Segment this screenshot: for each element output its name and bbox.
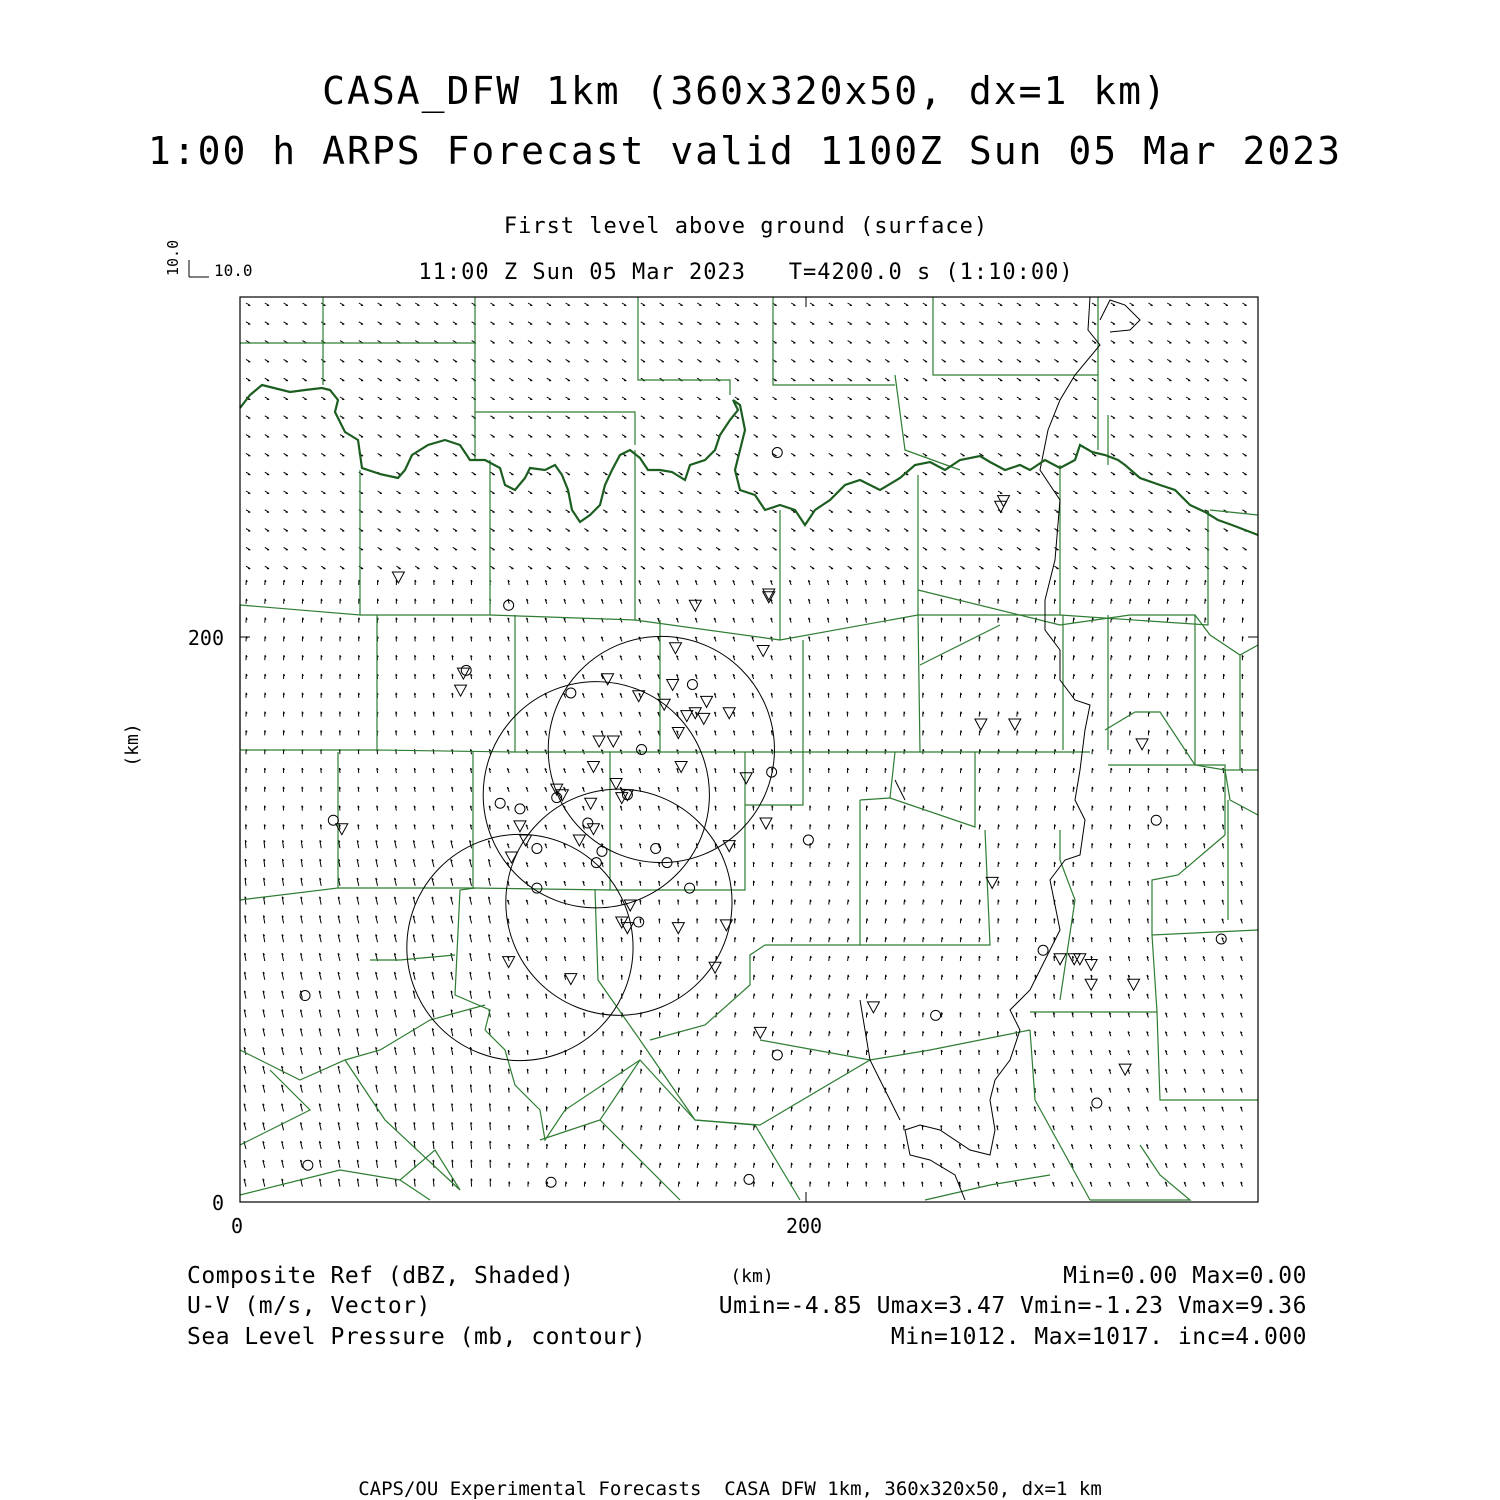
station-triangle-marker (698, 713, 710, 724)
red-river-boundary (240, 385, 1258, 535)
station-circle-marker (637, 745, 647, 755)
legend-wind-stats: Umin=-4.85 Umax=3.47 Vmin=-1.23 Vmax=9.36 (718, 1293, 1307, 1319)
station-circle-marker (303, 1160, 313, 1170)
station-triangle-marker (457, 668, 469, 679)
station-circle-marker (651, 843, 661, 853)
station-triangle-marker (754, 1027, 766, 1038)
station-triangle-marker (867, 1002, 879, 1013)
station-circle-marker (931, 1010, 941, 1020)
station-circle-marker (566, 688, 576, 698)
wind-vectors (244, 303, 1247, 1187)
station-circle-marker (532, 843, 542, 853)
station-circle-marker (597, 846, 607, 856)
station-triangle-marker (505, 852, 517, 863)
station-triangle-marker (740, 773, 752, 784)
wind-vector-field (244, 303, 1247, 1187)
legend-reflectivity-stats: Min=0.00 Max=0.00 (1063, 1263, 1307, 1289)
station-triangle-marker (669, 643, 681, 654)
x-tick-200: 200 (785, 1214, 823, 1238)
station-triangle-marker (723, 841, 735, 852)
station-triangle-marker (675, 761, 687, 772)
station-triangle-marker (681, 711, 693, 722)
legend-pressure-stats: Min=1012. Max=1017. inc=4.000 (890, 1324, 1307, 1350)
station-circle-marker (772, 1050, 782, 1060)
valid-time-label: 11:00 Z Sun 05 Mar 2023 T=4200.0 s (1:10:00) (418, 260, 1074, 285)
level-label: First level above ground (surface) (503, 214, 989, 239)
station-triangle-marker (763, 592, 775, 603)
station-circle-marker (772, 448, 782, 458)
x-tick-0: 0 (230, 1214, 244, 1238)
station-markers (300, 448, 1226, 1188)
station-triangle-marker (587, 824, 599, 835)
station-circle-marker (1216, 934, 1226, 944)
plot-frame (240, 297, 1258, 1202)
station-triangle-marker (995, 501, 1007, 512)
station-circle-marker (591, 858, 601, 868)
station-triangle-marker (392, 572, 404, 583)
footer-credit: CAPS/OU Experimental Forecasts CASA DFW 1km, 360x320x50, dx=1 km (358, 1478, 1102, 1500)
station-triangle-marker (975, 719, 987, 730)
legend-pressure-label: Sea Level Pressure (mb, contour) (187, 1324, 647, 1350)
radar-range-ring (407, 834, 633, 1060)
vector-key-vertical-label: 10.0 (164, 239, 182, 276)
legend-wind-label: U-V (m/s, Vector) (187, 1293, 431, 1319)
station-triangle-marker (689, 600, 701, 611)
station-circle-marker (634, 917, 644, 927)
station-triangle-marker (514, 821, 526, 832)
station-triangle-marker (1009, 719, 1021, 730)
station-triangle-marker (672, 923, 684, 934)
station-triangle-marker (593, 736, 605, 747)
station-triangle-marker (633, 691, 645, 702)
station-triangle-marker (455, 685, 467, 696)
station-circle-marker (515, 804, 525, 814)
x-axis-unit: (km) (730, 1266, 774, 1287)
station-triangle-marker (760, 818, 772, 829)
station-triangle-marker (1085, 979, 1097, 990)
station-triangle-marker (587, 761, 599, 772)
station-triangle-marker (1054, 954, 1066, 965)
county-boundaries (240, 297, 1258, 1200)
station-triangle-marker (701, 696, 713, 707)
legend-reflectivity-label: Composite Ref (dBZ, Shaded) (187, 1263, 575, 1289)
chart-subtitle-forecast: 1:00 h ARPS Forecast valid 1100Z Sun 05 Mar 2023 (147, 129, 1343, 173)
station-triangle-marker (1085, 959, 1097, 970)
station-circle-marker (583, 818, 593, 828)
station-triangle-marker (672, 728, 684, 739)
y-tick-0: 0 (211, 1191, 224, 1215)
chart-title: CASA_DFW 1km (360x320x50, dx=1 km) (322, 69, 1168, 113)
station-triangle-marker (1136, 739, 1148, 750)
station-circle-marker (1151, 815, 1161, 825)
station-triangle-marker (585, 798, 597, 809)
station-triangle-marker (667, 679, 679, 690)
station-circle-marker (744, 1174, 754, 1184)
vector-key (164, 240, 253, 280)
y-axis-unit: (km) (122, 723, 143, 767)
station-triangle-marker (607, 736, 619, 747)
station-circle-marker (1092, 1098, 1102, 1108)
station-triangle-marker (757, 646, 769, 657)
vector-key-horizontal-label: 10.0 (214, 261, 253, 280)
station-circle-marker (687, 679, 697, 689)
radar-range-ring (506, 789, 732, 1015)
y-tick-200: 200 (187, 626, 224, 650)
radar-range-rings (407, 636, 775, 1060)
station-circle-marker (1038, 945, 1048, 955)
station-circle-marker (685, 883, 695, 893)
station-triangle-marker (1128, 979, 1140, 990)
station-triangle-marker (565, 974, 577, 985)
station-circle-marker (495, 798, 505, 808)
radar-range-ring (483, 682, 709, 908)
radar-range-ring (548, 636, 774, 862)
station-circle-marker (803, 835, 813, 845)
